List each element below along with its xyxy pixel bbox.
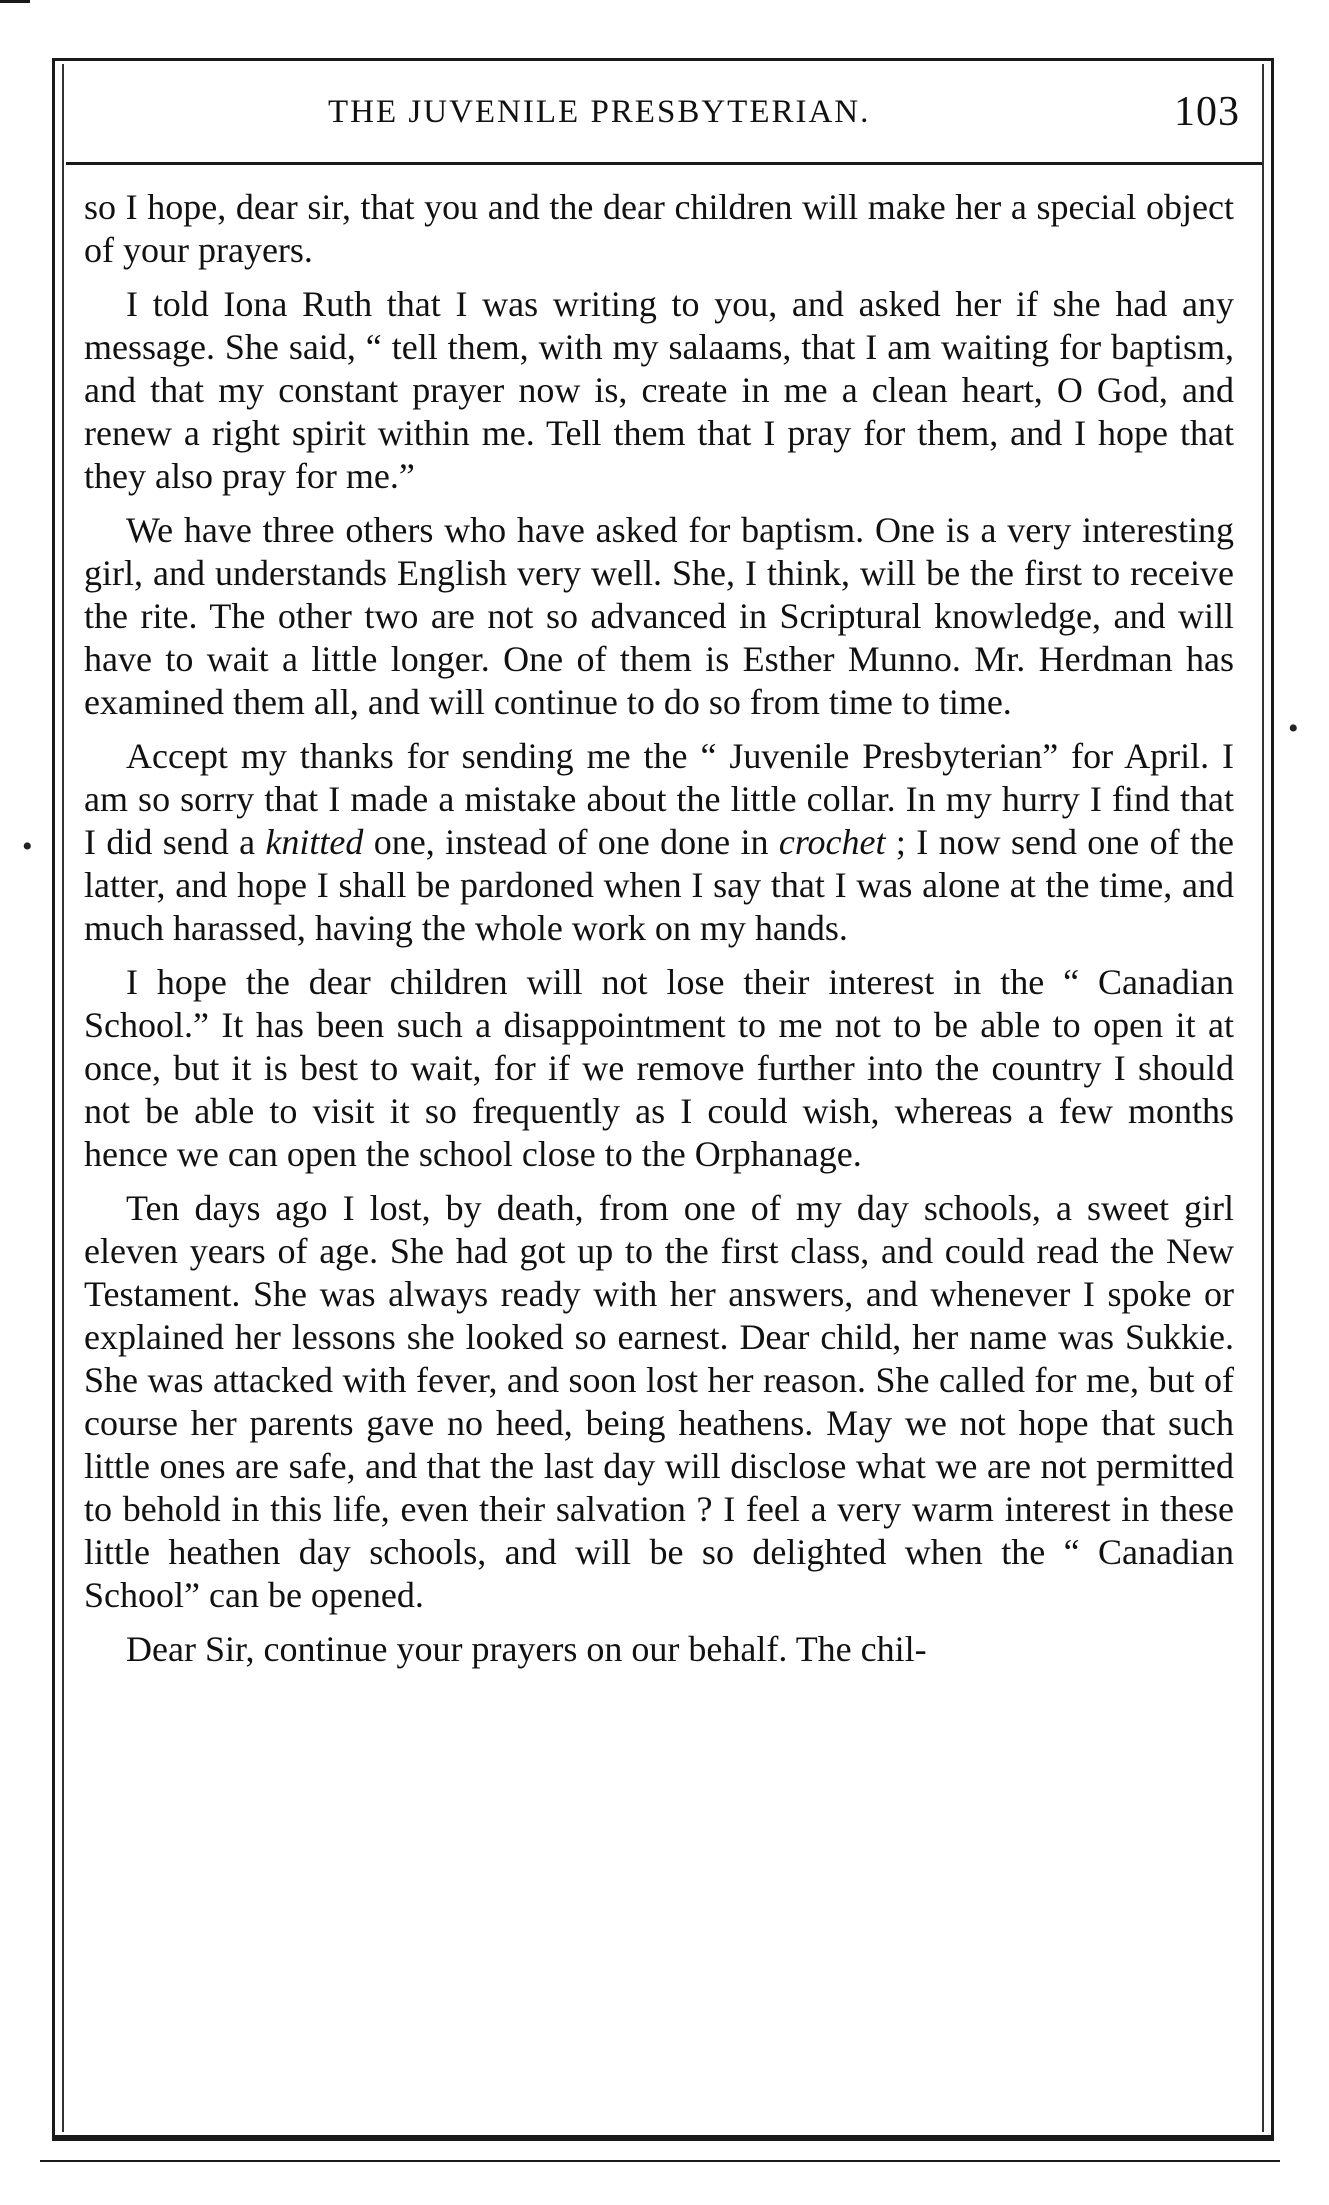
left-margin-speck: •	[22, 830, 33, 863]
paragraph-4-text-c: ; I now send one of the latter, and hope I shall be pardoned when I say that I was alone at the time, and much harassed, having the whole work on my hands.	[84, 822, 1234, 948]
paragraph-4	[84, 735, 1234, 950]
top-edge-rule	[0, 0, 30, 3]
page-header	[70, 86, 1240, 146]
paragraph-2: I told Iona Ruth that I was writing to you, and asked her if she had any message. She said, “ tell them, with my salaams, that I am waiting for baptism, and that my constant prayer now is, create in me a clean heart, O God, and renew a right spirit within me. Tell them that I pray for them, and I hope that they also pray for me.”	[84, 284, 1234, 496]
paragraph-4-italic-knitted: knitted	[265, 822, 364, 862]
running-title: THE JUVENILE PRESBYTERIAN.	[328, 94, 871, 130]
article-body	[84, 186, 1234, 1671]
paragraph-7: Dear Sir, continue your prayers on our behalf. The chil-	[126, 1629, 927, 1669]
paragraph-4-italic-crochet: crochet	[778, 822, 886, 862]
paragraph-1: so I hope, dear sir, that you and the dear children will make her a special object of your prayers.	[84, 187, 1234, 270]
paragraph-5: I hope the dear children will not lose their interest in the “ Canadian School.” It has been such a disappointment to me not to be able to open it at once, but it is best to wait, for if we remove further into the country I should not be able to visit it so frequently as I could wish, whereas a few months hence we can open the school close to the Orphanage.	[84, 962, 1234, 1174]
page-number: 103	[1174, 89, 1240, 135]
paragraph-4-text-b: one, instead of one done in	[363, 822, 779, 862]
paragraph-3: We have three others who have asked for baptism. One is a very interesting girl, and understands English very well. She, I think, will be the first to receive the rite. The other two are not so advanced in Scriptural knowledge, and will have to wait a little longer. One of them is Esther Munno. Mr. Herdman has examined them all, and will continue to do so from time to time.	[84, 510, 1234, 722]
footer-rule	[52, 2138, 1274, 2141]
footer-rule-lower	[40, 2160, 1280, 2162]
right-margin-speck: •	[1288, 712, 1299, 745]
paragraph-6: Ten days ago I lost, by death, from one of my day schools, a sweet girl eleven years of age. She had got up to the first class, and could read the New Testament. She was always ready with her answers, and whenever I spoke or explained her lessons she looked so earnest. Dear child, her name was Sukkie. She was attacked with fever, and soon lost her reason. She called for me, but of course her parents gave no heed, being heathens. May we not hope that such little ones are safe, and that the last day will disclose what we are not permitted to behold in this life, even their salvation ? I feel a very warm interest in these little heathen day schools, and will be so delighted when the “ Canadian School” can be opened.	[84, 1188, 1234, 1615]
header-rule	[66, 162, 1262, 165]
paragraph-4-text-a: Accept my thanks for sending me the “ Juvenile Presbyterian” for April. I am so sorry that I made a mistake about the little collar. In my hurry I find that I did send a	[84, 736, 1234, 862]
